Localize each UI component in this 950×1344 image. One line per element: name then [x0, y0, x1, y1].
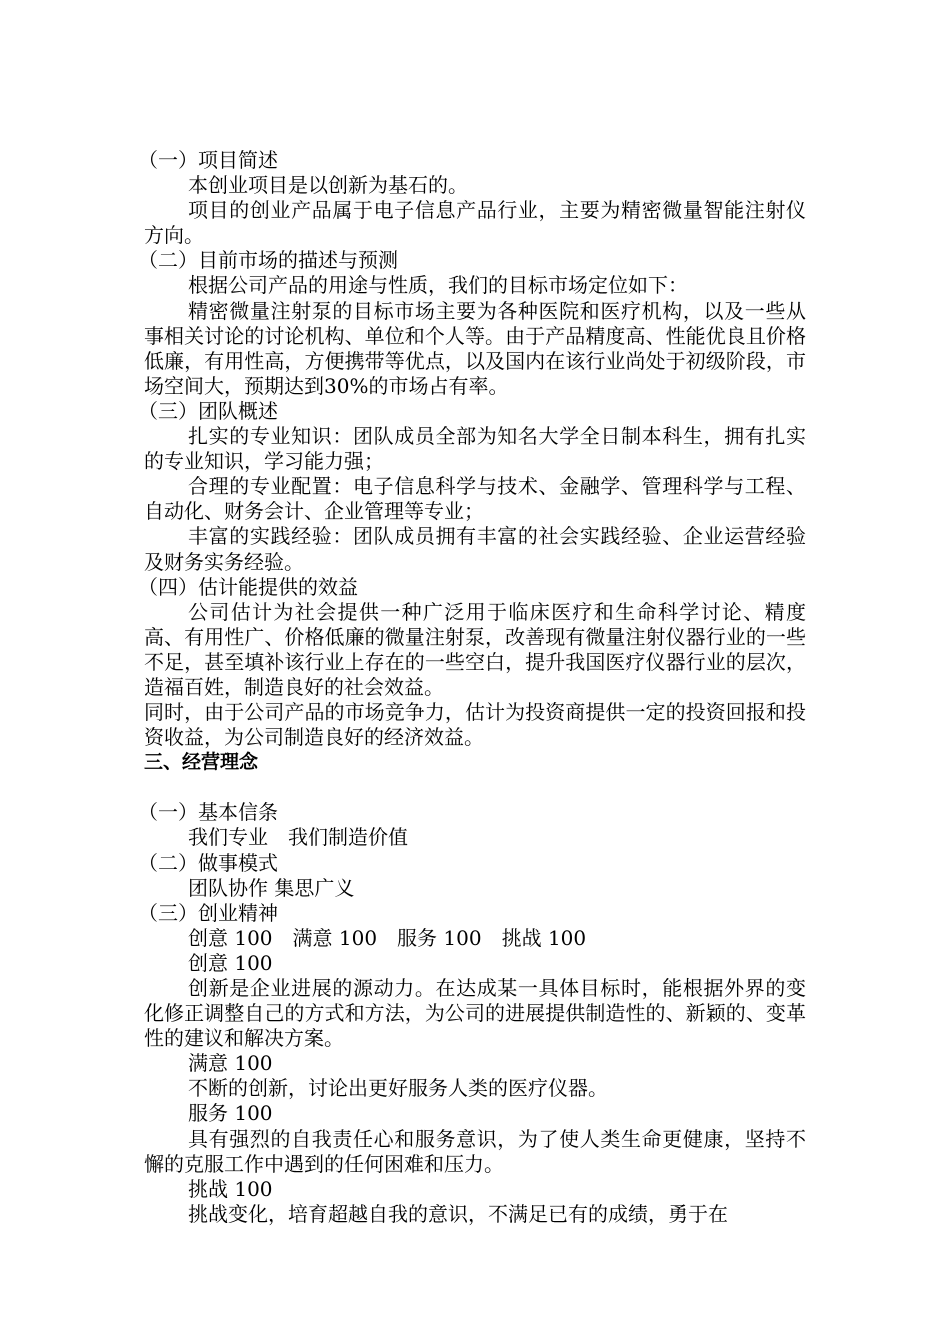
paragraph: 同时，由于公司产品的市场竞争力，估计为投资商提供一定的投资回报和投资收益，为公司制造良好的经济效益。 — [144, 700, 806, 750]
section-heading-team: （三）团队概述 — [138, 398, 278, 423]
paragraph: 项目的创业产品属于电子信息产品行业，主要为精密微量智能注射仪方向。 — [144, 198, 806, 248]
paragraph: 我们专业 我们制造价值 — [188, 825, 408, 850]
section-heading-market: （二）目前市场的描述与预测 — [138, 248, 398, 273]
section-heading-basic-creed: （一）基本信条 — [138, 800, 278, 825]
paragraph: 创意 100 满意 100 服务 100 挑战 100 — [188, 925, 587, 950]
subheading: 满意 100 — [188, 1051, 273, 1076]
paragraph: 精密微量注射泵的目标市场主要为各种医院和医疗机构，以及一些从事相关讨论的讨论机构、单位和个人等。由于产品精度高、性能优良且价格低廉，有用性高，方便携带等优点，以及国内在该行业尚处于初级阶段，市场空间大，预期达到30%的市场占有率。 — [144, 298, 806, 398]
paragraph: 合理的专业配置：电子信息科学与技术、金融学、管理科学与工程、自动化、财务会计、企业管理等专业； — [144, 474, 806, 524]
subheading: 挑战 100 — [188, 1176, 273, 1201]
paragraph: 扎实的专业知识：团队成员全部为知名大学全日制本科生，拥有扎实的专业知识，学习能力强； — [144, 424, 806, 474]
paragraph: 公司估计为社会提供一种广泛用于临床医疗和生命科学讨论、精度高、有用性广、价格低廉的微量注射泵，改善现有微量注射仪器行业的一些不足，甚至填补该行业上存在的一些空白，提升我国医疗仪器行业的层次，造福百姓，制造良好的社会效益。 — [144, 599, 806, 699]
paragraph: 不断的创新，讨论出更好服务人类的医疗仪器。 — [188, 1076, 608, 1101]
section-heading-project-overview: （一）项目简述 — [138, 148, 278, 172]
paragraph: 创新是企业进展的源动力。在达成某一具体目标时，能根据外界的变化修正调整自己的方式和方法，为公司的进展提供制造性的、新颖的、变革性的建议和解决方案。 — [144, 976, 806, 1051]
section-heading-work-mode: （二）做事模式 — [138, 850, 278, 875]
subheading: 服务 100 — [188, 1101, 273, 1126]
blank-line — [144, 775, 806, 800]
paragraph: 本创业项目是以创新为基石的。 — [188, 173, 468, 198]
section-heading-benefits: （四）估计能提供的效益 — [138, 574, 358, 599]
paragraph: 根据公司产品的用途与性质，我们的目标市场定位如下： — [188, 273, 688, 298]
section-heading-entrepreneurial-spirit: （三）创业精神 — [138, 900, 278, 925]
paragraph: 团队协作 集思广义 — [188, 875, 355, 900]
paragraph: 具有强烈的自我责任心和服务意识，为了使人类生命更健康，坚持不懈的克服工作中遇到的任何困难和压力。 — [144, 1126, 806, 1176]
paragraph: 丰富的实践经验：团队成员拥有丰富的社会实践经验、企业运营经验及财务实务经验。 — [144, 524, 806, 574]
subheading: 创意 100 — [188, 950, 273, 975]
document-body — [138, 148, 806, 1227]
chapter-heading-business-philosophy: 三、经营理念 — [144, 751, 259, 774]
paragraph: 挑战变化，培育超越自我的意识，不满足已有的成绩，勇于在 — [188, 1201, 728, 1226]
